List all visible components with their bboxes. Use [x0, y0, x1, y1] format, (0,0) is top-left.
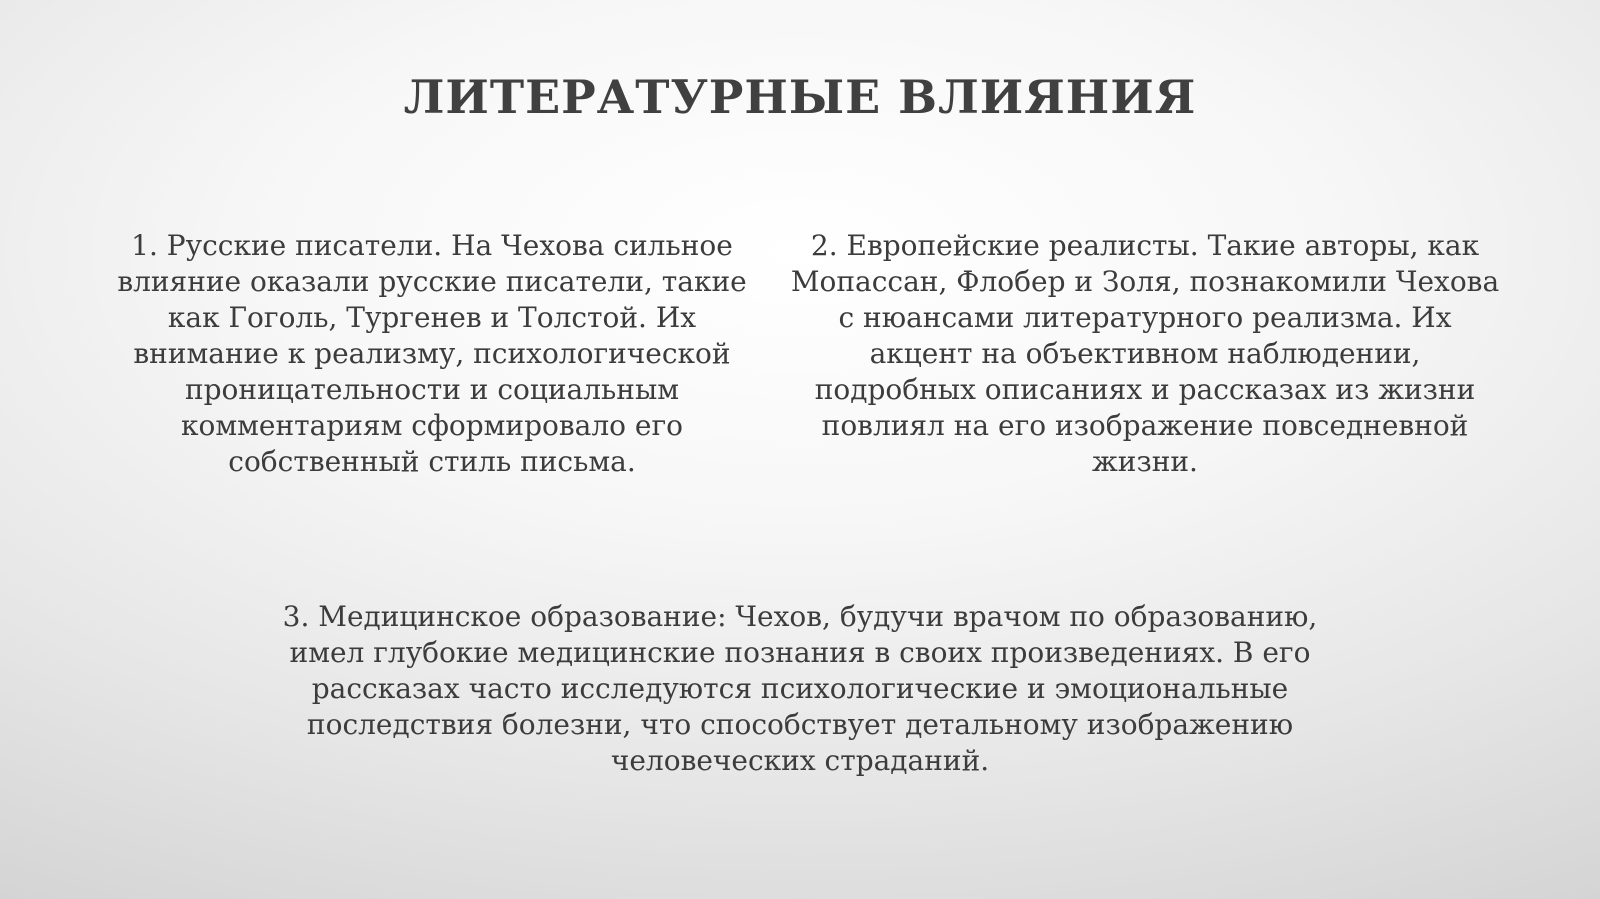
paragraph-russian-writers: 1. Русские писатели. На Чехова сильное влияние оказали русские писатели, такие как Гоголь, Тургенев и Толстой. Их внимание к реализму, психологической проницательности и социальным комментариям сформировало его собственный стиль письма. — [117, 229, 747, 478]
slide-title: ЛИТЕРАТУРНЫЕ ВЛИЯНИЯ — [403, 70, 1197, 124]
paragraph-medical-education: 3. Медицинское образование: Чехов, будучи врачом по образованию, имел глубокие медицинские познания в своих произведениях. В его рассказах часто исследуются психологические и эмоциональные последствия болезни, что способствует детальному изображению человеческих страданий. — [282, 600, 1318, 777]
paragraph-european-realists: 2. Европейские реалисты. Такие авторы, как Мопассан, Флобер и Золя, познакомили Чехова с нюансами литературного реализма. Их акцент на объективном наблюдении, подробных описаниях и рассказах из жизни повлиял на его изображение повседневной жизни. — [790, 229, 1500, 478]
